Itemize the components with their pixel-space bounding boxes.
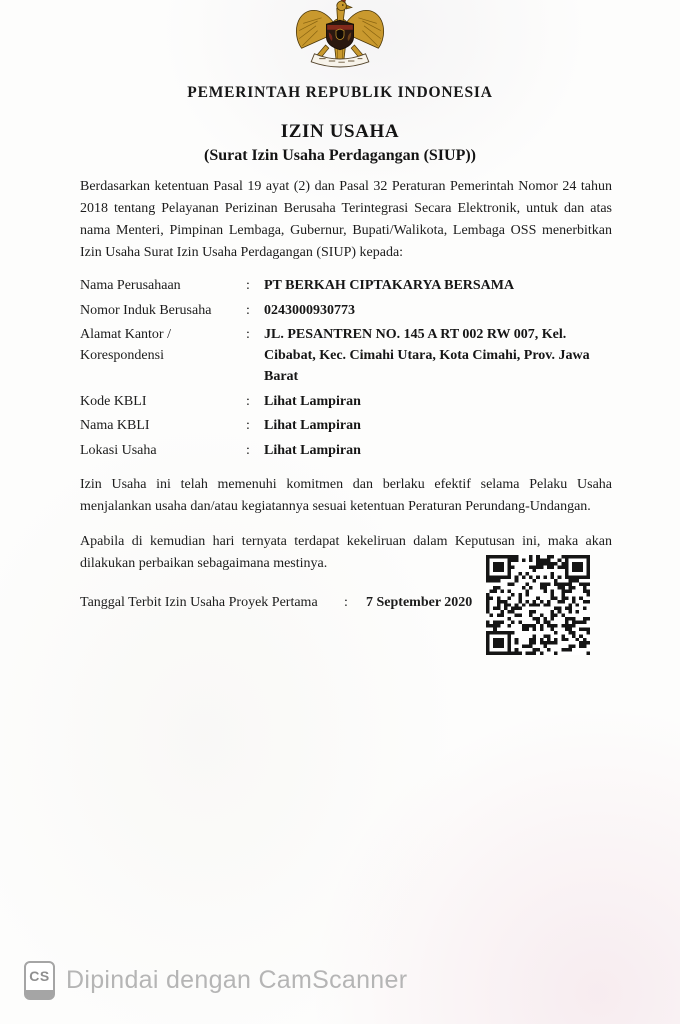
field-label: Nama KBLI <box>80 418 150 433</box>
camscanner-footer-text: Dipindai dengan CamScanner <box>66 966 408 994</box>
document-subtitle: (Surat Izin Usaha Perdagangan (SIUP)) <box>203 147 476 164</box>
field-value: Lihat Lampiran <box>264 442 361 458</box>
field-separator: : <box>246 278 250 293</box>
field-row-nama-perusahaan <box>80 275 612 296</box>
field-row-kode-kbli <box>80 391 612 412</box>
commitment-paragraph: Izin Usaha ini telah memenuhi komitmen dan berlaku efektif selama Pelaku Usaha menjalankan usaha dan/atau kegiatannya sesuai ketentuan Peraturan Perundang-Undangan. <box>80 476 612 514</box>
camscanner-badge-icon <box>24 961 55 1000</box>
field-separator: : <box>246 327 250 342</box>
field-table <box>80 275 612 461</box>
document-title: IZIN USAHA <box>280 121 400 142</box>
issue-date-label: Tanggal Terbit Izin Usaha Proyek Pertama <box>80 594 318 610</box>
intro-paragraph: Berdasarkan ketentuan Pasal 19 ayat (2) dan Pasal 32 Peraturan Pemerintah Nomor 24 tahun 2018 tentang Pelayanan Perizinan Berusaha Terintegrasi Secara Elektronik, untuk dan atas nama Menteri, Pimpinan Lembaga, Gubernur, Bupati/Walikota, Lembaga OSS menerbitkan Izin Usaha Surat Izin Usaha Perdagangan (SIUP) kepada: <box>80 179 612 260</box>
document-body <box>80 176 612 613</box>
government-title: PEMERINTAH REPUBLIK INDONESIA <box>187 84 493 101</box>
field-value: PT BERKAH CIPTAKARYA BERSAMA <box>264 278 515 293</box>
field-row-lokasi-usaha <box>80 440 612 461</box>
field-separator: : <box>246 442 250 458</box>
correction-paragraph: Apabila di kemudian hari ternyata terdapat kekeliruan dalam Keputusan ini, maka akan dilakukan perbaikan sebagaimana mestinya. <box>80 533 612 571</box>
field-row-alamat-kantor <box>80 324 612 387</box>
field-value: JL. PESANTREN NO. 145 A RT 002 RW 007, Kel. Cibabat, Kec. Cimahi Utara, Kota Cimahi, Prov. Jawa Barat <box>264 327 590 384</box>
field-value: 0243000930773 <box>264 302 355 318</box>
field-label: Alamat Kantor / Korespondensi <box>80 327 171 363</box>
garuda-pancasila-emblem <box>292 0 388 78</box>
issue-date-value: 7 September 2020 <box>366 594 473 610</box>
qr-code <box>486 555 590 655</box>
camscanner-footer <box>24 961 407 1000</box>
field-label: Nama Perusahaan <box>80 278 181 293</box>
field-label: Kode KBLI <box>80 393 147 409</box>
field-value: Lihat Lampiran <box>264 418 361 433</box>
field-separator: : <box>246 302 250 318</box>
camscanner-badge-strip <box>26 990 53 998</box>
field-value: Lihat Lampiran <box>264 393 361 409</box>
issue-date-separator: : <box>344 594 348 610</box>
field-separator: : <box>246 393 250 409</box>
field-row-nomor-induk-berusaha <box>80 300 612 321</box>
camscanner-badge-label: CS <box>29 968 50 984</box>
field-separator: : <box>246 418 250 433</box>
field-row-nama-kbli <box>80 415 612 436</box>
field-label: Lokasi Usaha <box>80 442 157 458</box>
field-label: Nomor Induk Berusaha <box>80 302 212 318</box>
